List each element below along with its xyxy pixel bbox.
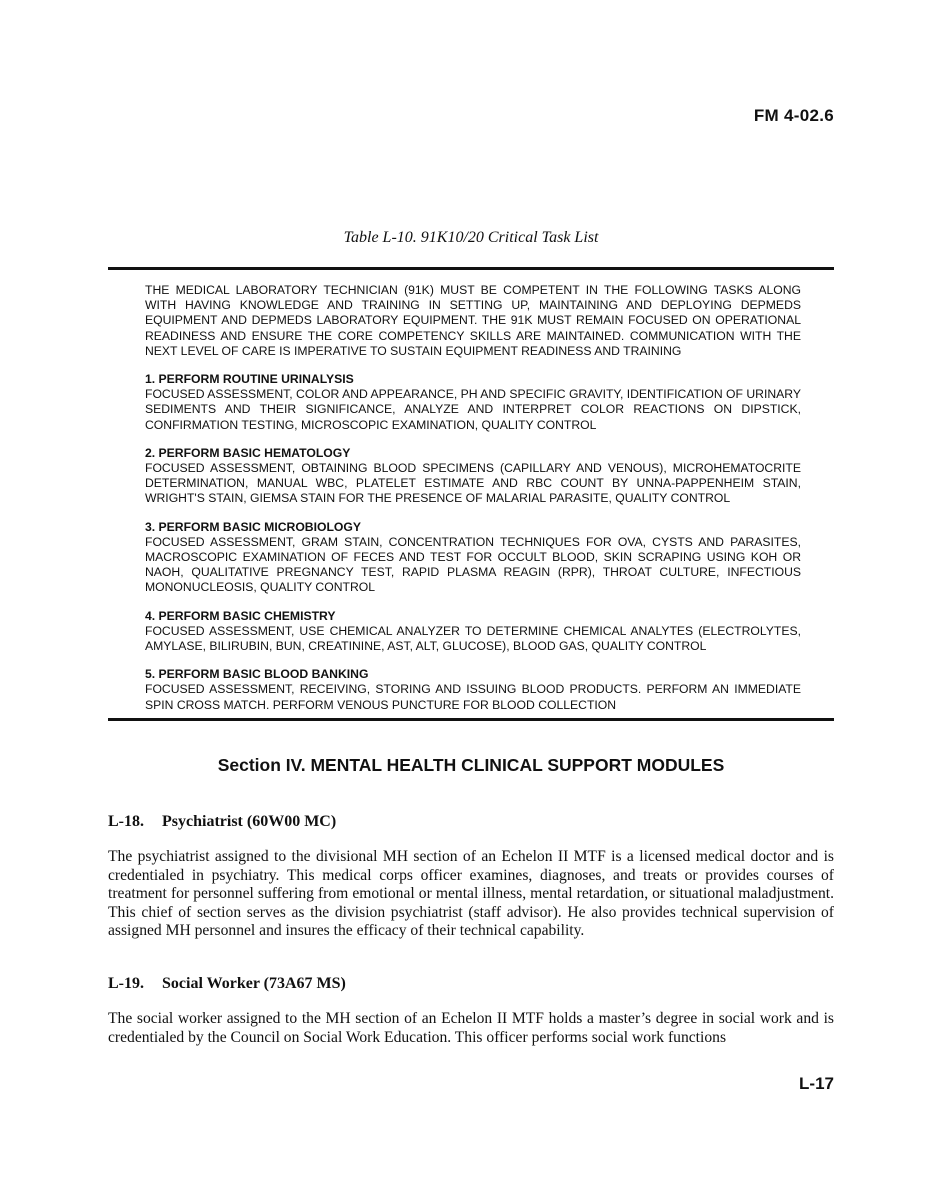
subsection-body: The social worker assigned to the MH section of an Echelon II MTF holds a master’s degree in social work and is credentialed by the Council on Social Work Education. This officer performs social work functions	[108, 1010, 834, 1046]
task-title: 1. PERFORM ROUTINE URINALYSIS	[145, 372, 354, 387]
task-title: 2. PERFORM BASIC HEMATOLOGY	[145, 445, 351, 460]
table-intro: THE MEDICAL LABORATORY TECHNICIAN (91K) MUST BE COMPETENT IN THE FOLLOWING TASKS ALONG WITH HAVING KNOWLEDGE AND TRAINING IN SETTING UP, MAINTAINING AND DEPLOYING DEPMEDS EQUIPMENT AND DEPMEDS LABORATORY EQUIPMENT. THE 91K MUST REMAIN FOCUSED ON OPERATIONAL READINESS AND ENSURE THE CORE COMPETENCY SKILLS ARE MAINTAINED. COMMUNICATION WITH THE NEXT LEVEL OF CARE IS IMPERATIVE TO SUSTAIN EQUIPMENT READINESS AND TRAINING	[145, 283, 801, 358]
subsection-title: Social Worker (73A67 MS)	[162, 975, 346, 992]
section-heading: Section IV. MENTAL HEALTH CLINICAL SUPPORT MODULES	[217, 755, 725, 775]
task-text: FOCUSED ASSESSMENT, GRAM STAIN, CONCENTRATION TECHNIQUES FOR OVA, CYSTS AND PARASITES, MACROSCOPIC EXAMINATION OF FECES AND TEST FOR OCCULT BLOOD, SKIN SCRAPING USING KOH OR NAOH, QUALITATIVE PREGNANCY TEST, RAPID PLASMA REAGIN (RPR), THROAT CULTURE, INFECTIOUS MONONUCLEOSIS, QUALITY CONTROL	[145, 534, 801, 595]
task-title: 5. PERFORM BASIC BLOOD BANKING	[145, 667, 369, 682]
task-item	[145, 609, 801, 655]
task-text: FOCUSED ASSESSMENT, RECEIVING, STORING AND ISSUING BLOOD PRODUCTS. PERFORM AN IMMEDIATE SPIN CROSS MATCH. PERFORM VENOUS PUNCTURE FOR BLOOD COLLECTION	[145, 682, 801, 712]
table-caption: Table L-10. 91K10/20 Critical Task List	[343, 229, 599, 246]
task-title: 4. PERFORM BASIC CHEMISTRY	[145, 608, 336, 623]
page-number-footer: L-17	[799, 1074, 834, 1093]
subsection-heading	[108, 813, 336, 831]
subsection-number: L-19.	[108, 975, 144, 992]
subsection-body: The psychiatrist assigned to the divisional MH section of an Echelon II MTF is a licensed medical doctor and is credentialed in psychiatry. This medical corps officer examines, diagnoses, and treats or provides courses of treatment for personnel suffering from emotional or mental illness, mental retardation, or situational maladjustment. This chief of section serves as the division psychiatrist (staff advisor). He also provides technical supervision of assigned MH personnel and insures the efficacy of their technical capability.	[108, 848, 834, 939]
task-item	[145, 372, 801, 433]
task-text: FOCUSED ASSESSMENT, COLOR AND APPEARANCE, PH AND SPECIFIC GRAVITY, IDENTIFICATION OF URINARY SEDIMENTS AND THEIR SIGNIFICANCE, ANALYZE AND INTERPRET COLOR REACTIONS ON DIPSTICK, CONFIRMATION TESTING, MICROSCOPIC EXAMINATION, QUALITY CONTROL	[145, 387, 801, 432]
task-item	[145, 520, 801, 596]
table-top-rule	[108, 267, 834, 270]
subsection-heading	[108, 975, 346, 993]
task-item	[145, 446, 801, 507]
table-bottom-rule	[108, 718, 834, 721]
subsection-title: Psychiatrist (60W00 MC)	[162, 813, 337, 830]
task-text: FOCUSED ASSESSMENT, USE CHEMICAL ANALYZER TO DETERMINE CHEMICAL ANALYTES (ELECTROLYTES, AMYLASE, BILIRUBIN, BUN, CREATININE, AST, ALT, GLUCOSE), BLOOD GAS, QUALITY CONTROL	[145, 623, 801, 654]
document-id-header: FM 4-02.6	[753, 106, 834, 125]
task-text: FOCUSED ASSESSMENT, OBTAINING BLOOD SPECIMENS (CAPILLARY AND VENOUS), MICROHEMATOCRITE DETERMINATION, MANUAL WBC, PLATELET ESTIMATE AND RBC COUNT BY UNNA-PAPPENHEIM STAIN, WRIGHT'S STAIN, GIEMSA STAIN FOR THE PRESENCE OF MALARIAL PARASITE, QUALITY CONTROL	[145, 461, 801, 506]
task-title: 3. PERFORM BASIC MICROBIOLOGY	[145, 519, 362, 534]
subsection-number: L-18.	[108, 813, 144, 830]
task-item	[145, 667, 801, 713]
task-list-table	[145, 283, 801, 713]
